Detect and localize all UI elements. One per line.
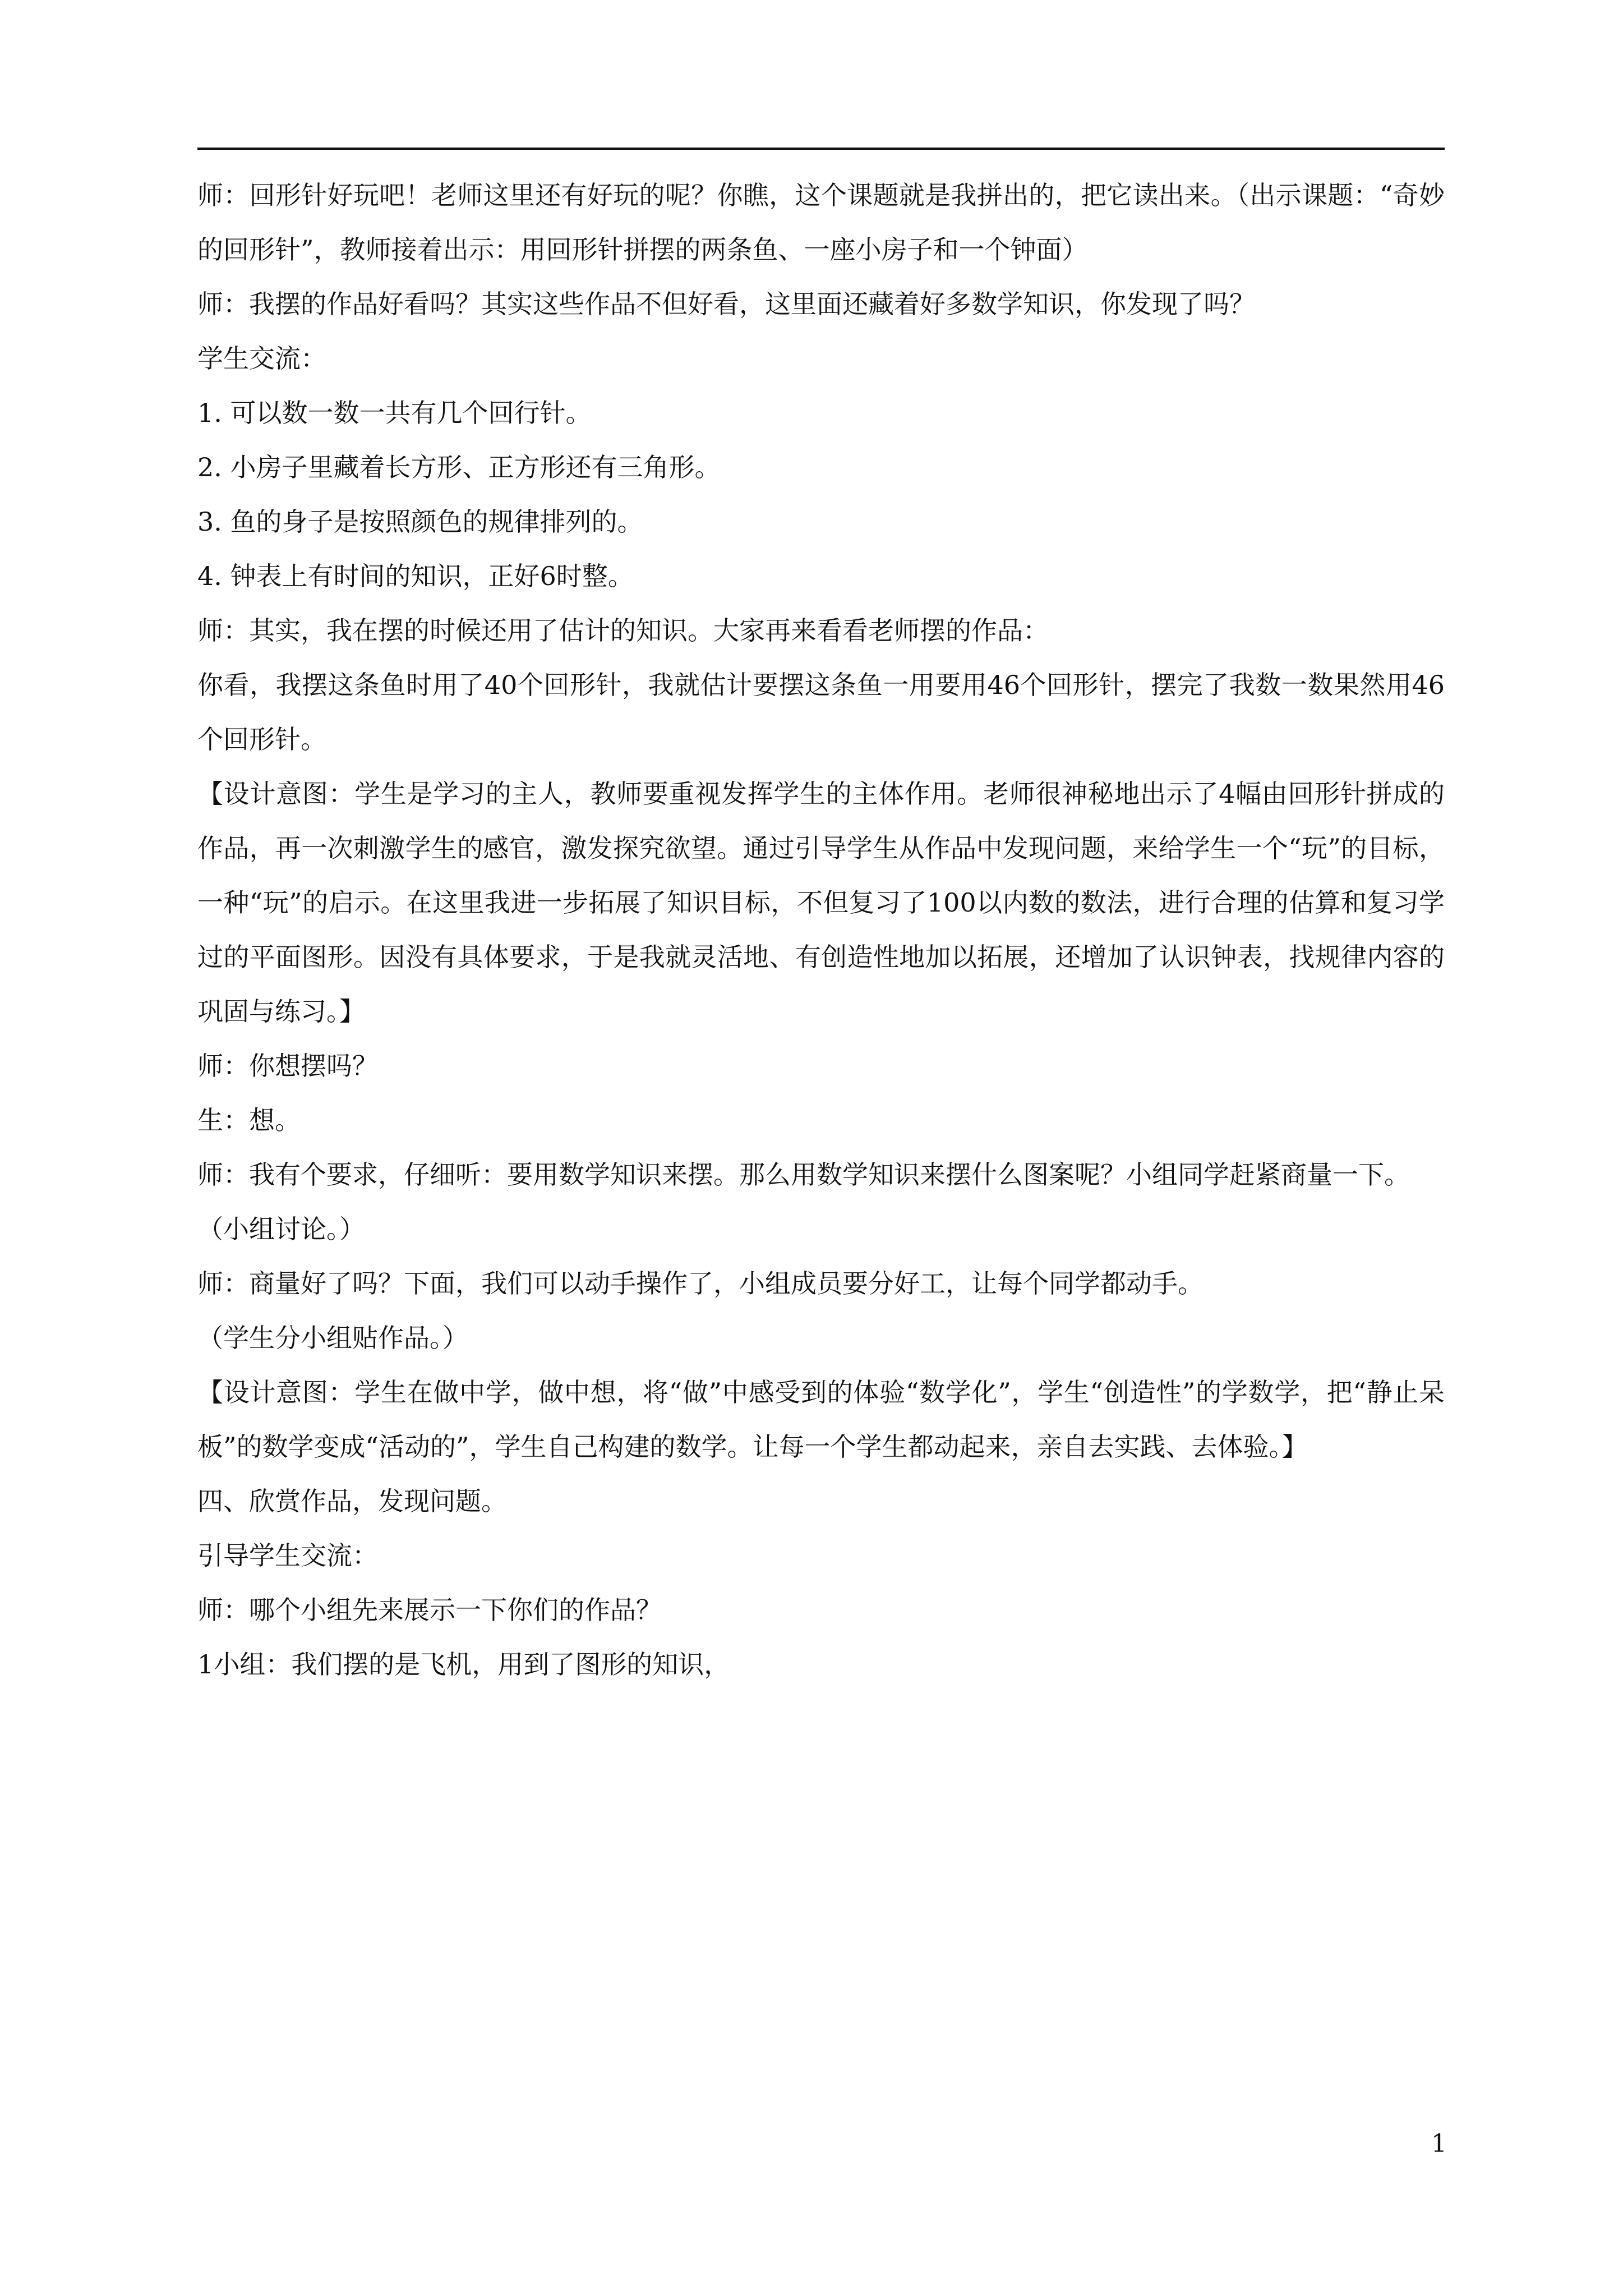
list-item: 3. 鱼的身子是按照颜色的规律排列的。 [197, 507, 643, 537]
paragraph: 生：想。 [197, 1105, 301, 1135]
paragraph: 你看，我摆这条鱼时用了40个回形针，我就估计要摆这条鱼一用要用46个回形针，摆完了我数一数果然用46个回形针。 [197, 670, 1445, 754]
paragraph: 师：我摆的作品好看吗？其实这些作品不但好看，这里面还藏着好多数学知识，你发现了吗？ [197, 289, 1255, 319]
design-intent-note: 【设计意图：学生是学习的主人，教师要重视发挥学生的主体作用。老师很神秘地出示了4幅由回形针拼成的作品，再一次刺激学生的感官，激发探究欲望。通过引导学生从作品中发现问题，来给学生一个“玩”的目标，一种“玩”的启示。在这里我进一步拓展了知识目标，不但复习了100以内数的数法，进行合理的估算和复习学过的平面图形。因没有具体要求，于是我就灵活地、有创造性地加以拓展，还增加了认识钟表，找规律内容的巩固与练习。】 [197, 779, 1445, 1027]
paragraph: 学生交流： [197, 343, 326, 374]
list-item: 4. 钟表上有时间的知识，正好6时整。 [197, 561, 634, 591]
paragraph: 师：哪个小组先来展示一下你们的作品？ [197, 1595, 662, 1625]
paragraph: 师：其实，我在摆的时候还用了估计的知识。大家再来看看老师摆的作品： [197, 615, 1049, 646]
paragraph: （学生分小组贴作品。） [197, 1323, 468, 1353]
paragraph: 师：我有个要求，仔细听：要用数学知识来摆。那么用数学知识来摆什么图案呢？小组同学赶紧商量一下。 [197, 1159, 1410, 1190]
design-intent-note: 【设计意图：学生在做中学，做中想，将“做”中感受到的体验“数学化”，学生“创造性”的学数学，把“静止呆板”的数学变成“活动的”，学生自己构建的数学。让每一个学生都动起来，亲自去实践、去体验。】 [197, 1377, 1445, 1462]
paragraph: 1小组：我们摆的是飞机，用到了图形的知识， [197, 1649, 730, 1680]
list-item: 1. 可以数一数一共有几个回行针。 [197, 398, 592, 428]
list-item: 2. 小房子里藏着长方形、正方形还有三角形。 [197, 452, 721, 482]
page-number: 1 [1431, 2129, 1447, 2158]
paragraph: 师：商量好了吗？下面，我们可以动手操作了，小组成员要分好工，让每个同学都动手。 [197, 1268, 1204, 1299]
paragraph: 师：回形针好玩吧！老师这里还有好玩的呢？你瞧，这个课题就是我拼出的，把它读出来。（出示课题：“奇妙的回形针”，教师接着出示：用回形针拼摆的两条鱼、一座小房子和一个钟面） [197, 180, 1445, 265]
paragraph: 师：你想摆吗？ [197, 1051, 378, 1081]
document-body [197, 168, 1445, 1692]
paragraph: （小组讨论。） [197, 1214, 365, 1244]
section-heading: 四、欣赏作品，发现问题。 [197, 1486, 507, 1516]
paragraph: 引导学生交流： [197, 1540, 378, 1571]
header-rule [197, 148, 1445, 150]
